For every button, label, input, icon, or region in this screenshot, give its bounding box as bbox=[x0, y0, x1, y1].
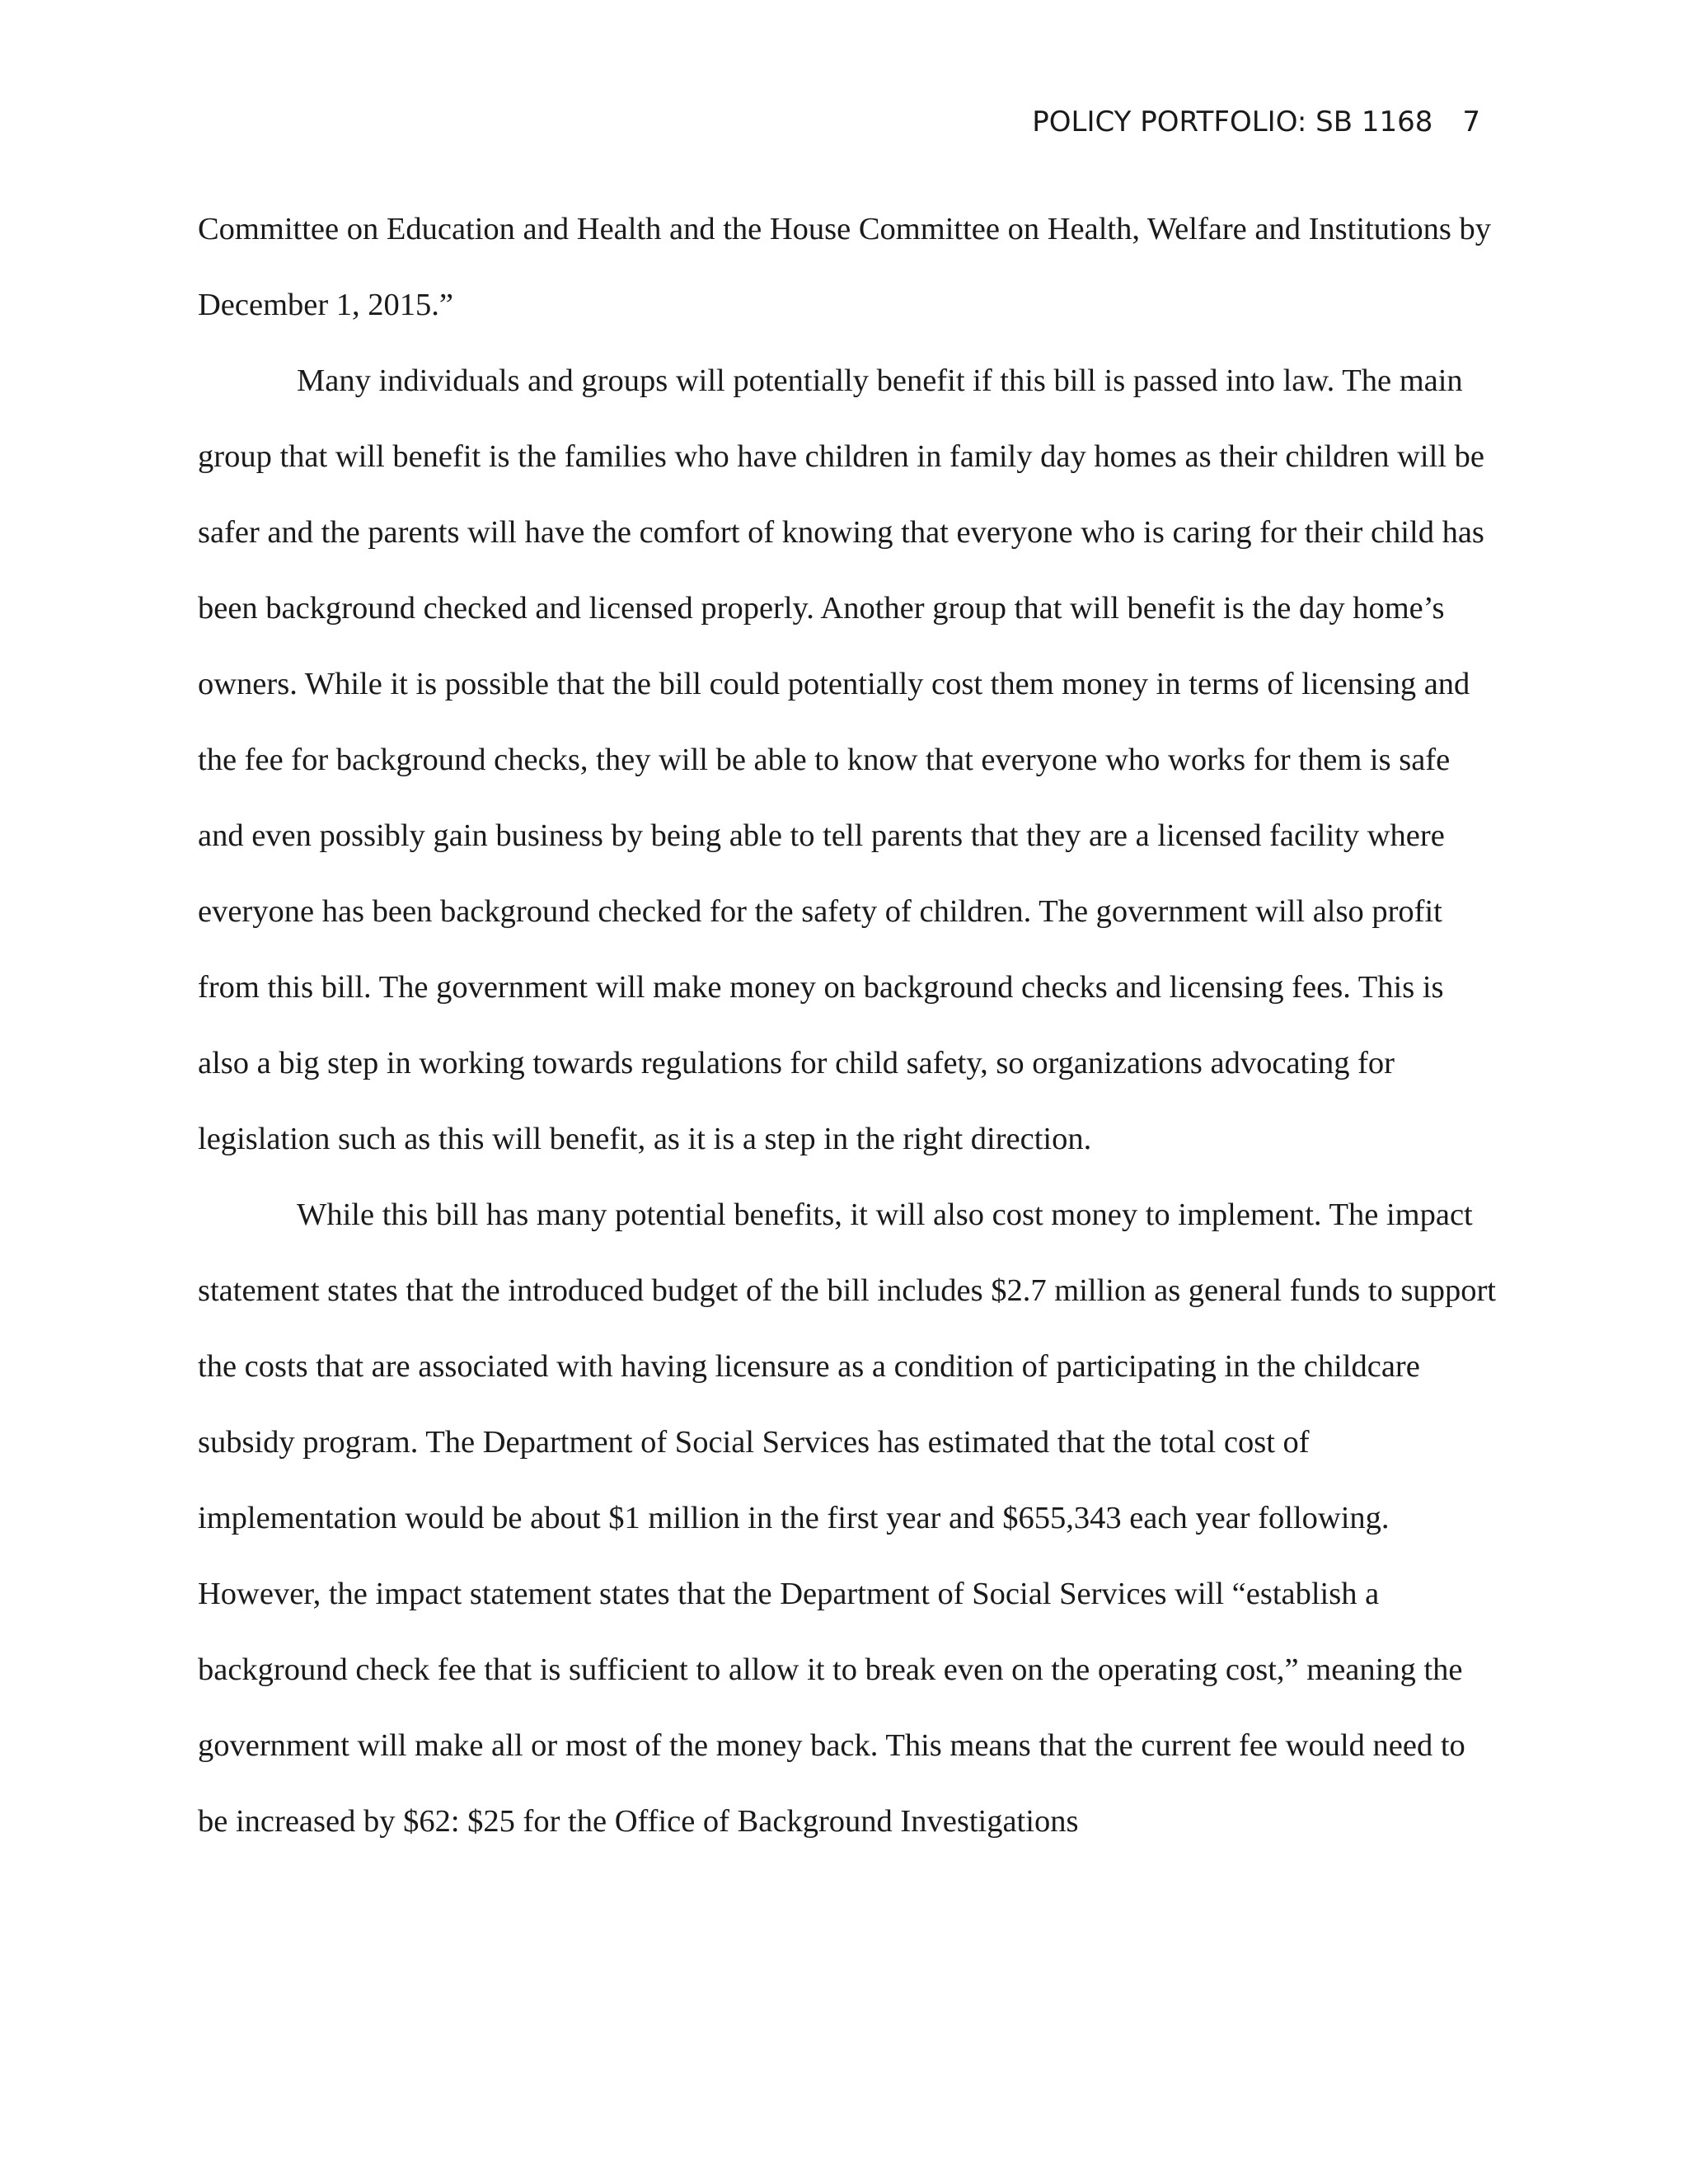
running-header bbox=[1032, 97, 1480, 147]
page-number: 7 bbox=[1462, 105, 1480, 138]
body-text bbox=[198, 191, 1500, 1859]
running-title: POLICY PORTFOLIO: SB 1168 bbox=[1032, 105, 1433, 138]
paragraph-benefits: Many individuals and groups will potentially benefit if this bill is passed into law. The main group that will benefit is the families who have children in family day homes as their children will be safer and the parents will have the comfort of knowing that everyone who is caring for their child has been background checked and licensed properly. Another group that will benefit is the day home’s owners. While it is possible that the bill could potentially cost them money in terms of licensing and the fee for background checks, they will be able to know that everyone who works for them is safe and even possibly gain business by being able to tell parents that they are a licensed facility where everyone has been background checked for the safety of children. The government will also profit from this bill. The government will make money on background checks and licensing fees. This is also a big step in working towards regulations for child safety, so organizations advocating for legislation such as this will benefit, as it is a step in the right direction. bbox=[198, 363, 1484, 1156]
paragraph-continuation: Committee on Education and Health and the House Committee on Health, Welfare and Institutions by December 1, 2015.” bbox=[198, 212, 1491, 322]
paragraph-costs: While this bill has many potential benefits, it will also cost money to implement. The impact statement states that the introduced budget of the bill includes $2.7 million as general funds to support the costs that are associated with having licensure as a condition of participating in the childcare subsidy program. The Department of Social Services has estimated that the total cost of implementation would be about $1 million in the first year and $655,343 each year following. However, the impact statement states that the Department of Social Services will “establish a background check fee that is sufficient to allow it to break even on the operating cost,” meaning the government will make all or most of the money back. This means that the current fee would need to be increased by $62: $25 for the Office of Background Investigations bbox=[198, 1197, 1496, 1839]
